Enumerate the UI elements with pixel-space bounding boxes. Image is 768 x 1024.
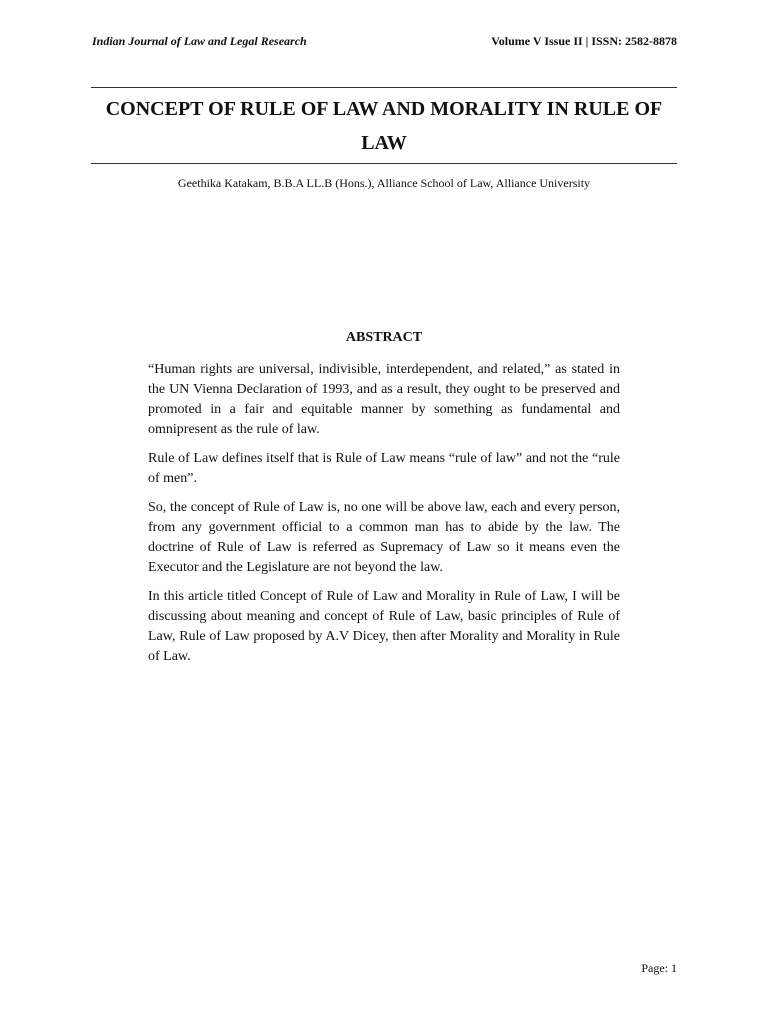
article-title: CONCEPT OF RULE OF LAW AND MORALITY IN RULE OF LAW [105,98,663,154]
title-rule-top [91,87,677,88]
running-header [92,34,677,49]
abstract-body [148,360,620,676]
journal-name: Indian Journal of Law and Legal Research [92,34,307,48]
volume-issn: Volume V Issue II | ISSN: 2582-8878 [491,34,677,48]
abstract-paragraph: So, the concept of Rule of Law is, no one will be above law, each and every person, from any government official to a common man has to abide by the law. The doctrine of Rule of Law is referred as Supremacy of Law so it means even the Executor and the Legislature are not beyond the law. [148,500,620,575]
page-number: Page: 1 [641,961,677,975]
abstract-paragraph: Rule of Law defines itself that is Rule of Law means “rule of law” and not the “rule of men”. [148,451,620,486]
abstract-paragraph: “Human rights are universal, indivisible, interdependent, and related,” as stated in the UN Vienna Declaration of 1993, and as a result, they ought to be preserved and promoted in a fair and equitable manner by something as fundamental and omnipresent as the rule of law. [148,362,620,437]
abstract-paragraph: In this article titled Concept of Rule of Law and Morality in Rule of Law, I will be discussing about meaning and concept of Rule of Law, basic principles of Rule of Law, Rule of Law proposed by A.V Dicey, then after Morality and Morality in Rule of Law. [148,589,620,664]
author-line: Geethika Katakam, B.B.A LL.B (Hons.), Alliance School of Law, Alliance University [177,176,591,190]
title-rule-bottom [91,163,677,164]
abstract-heading: ABSTRACT [345,330,423,345]
